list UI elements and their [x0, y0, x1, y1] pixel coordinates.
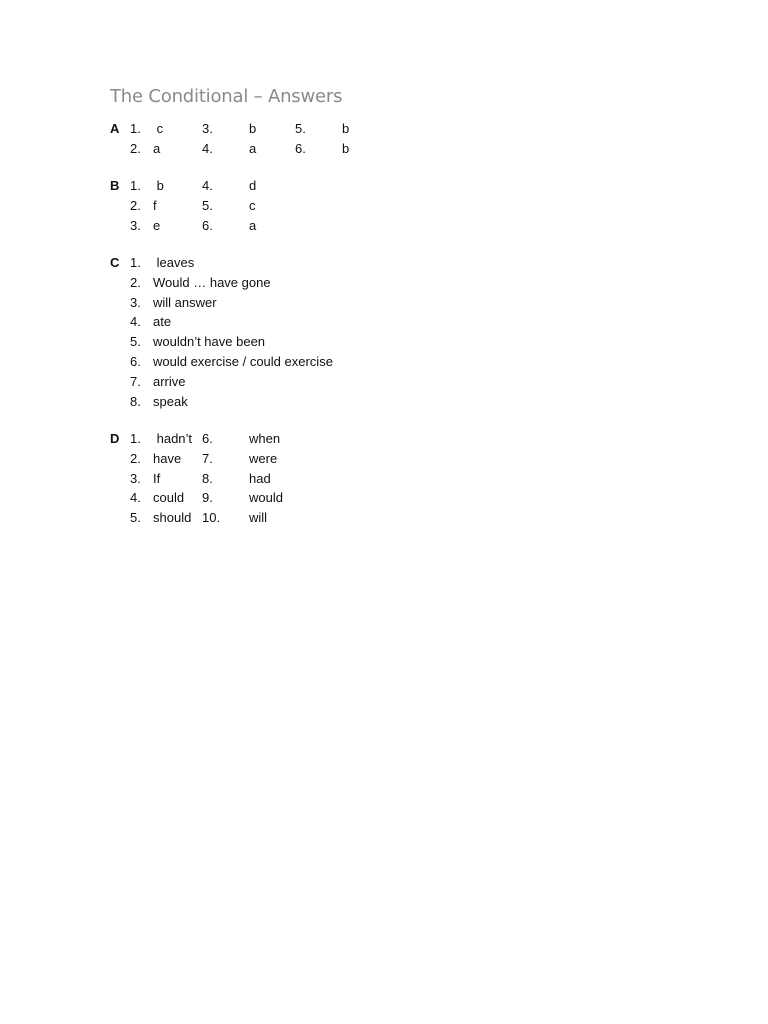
question-number: 1.: [130, 255, 141, 270]
question-number: 1.: [130, 431, 141, 446]
answer-text: b: [342, 121, 350, 136]
answer-text: b: [153, 178, 164, 193]
question-number: 7.: [202, 450, 213, 466]
question-number: 10.: [202, 510, 221, 526]
answer-text: b: [342, 140, 350, 156]
question-number: 3.: [130, 294, 141, 310]
question-number: 2.: [130, 197, 141, 213]
answer-text: hadn’t: [153, 431, 193, 446]
answer-text: f: [153, 197, 157, 213]
answer-text: a: [249, 217, 257, 233]
answer-text: ate: [153, 314, 172, 330]
answer-text: a: [153, 140, 161, 156]
answer-text: could: [153, 490, 185, 506]
answer-text: arrive: [153, 373, 186, 389]
answer-text: speak: [153, 393, 188, 409]
question-number: 1.: [130, 178, 141, 193]
question-number: 3.: [130, 470, 141, 486]
answer-text: should: [153, 510, 192, 526]
question-number: 3.: [202, 121, 213, 136]
answer-text: If: [153, 470, 161, 486]
section-a-label: A: [110, 121, 120, 136]
question-number: 6.: [130, 354, 141, 369]
answer-text: d: [249, 178, 257, 193]
question-number: 2.: [130, 450, 141, 466]
question-number: 5.: [202, 197, 213, 213]
answer-text: a: [249, 140, 257, 156]
section-c-label: C: [110, 255, 120, 270]
question-number: 2.: [130, 140, 141, 156]
answer-text: when: [249, 431, 281, 446]
question-number: 5.: [295, 121, 306, 136]
question-number: 7.: [130, 373, 141, 389]
question-number: 2.: [130, 274, 141, 290]
answer-text: were: [249, 450, 278, 466]
page-title: The Conditional – Answers: [110, 86, 343, 107]
section-d-label: D: [110, 431, 120, 446]
answer-text: will: [249, 510, 268, 526]
answer-text: will answer: [153, 294, 217, 310]
answer-text: leaves: [153, 255, 195, 270]
question-number: 4.: [130, 490, 141, 506]
question-number: 5.: [130, 510, 141, 526]
question-number: 4.: [202, 140, 213, 156]
question-number: 8.: [130, 393, 141, 409]
answer-text: would: [249, 490, 283, 506]
question-number: 4.: [130, 314, 141, 330]
question-number: 6.: [202, 431, 213, 446]
answer-text: e: [153, 217, 161, 233]
answer-text: c: [153, 121, 164, 136]
answer-text: had: [249, 470, 271, 486]
question-number: 9.: [202, 490, 213, 506]
question-number: 6.: [295, 140, 306, 156]
answer-text: Would … have gone: [153, 274, 271, 290]
question-number: 6.: [202, 217, 213, 233]
answer-text: b: [249, 121, 257, 136]
answer-text: wouldn’t have been: [153, 334, 266, 350]
question-number: 4.: [202, 178, 213, 193]
question-number: 8.: [202, 470, 213, 486]
answer-text: have: [153, 450, 182, 466]
question-number: 5.: [130, 334, 141, 350]
answer-text: would exercise / could exercise: [153, 354, 333, 369]
section-b-label: B: [110, 178, 120, 193]
question-number: 1.: [130, 121, 141, 136]
question-number: 3.: [130, 217, 141, 233]
answer-text: c: [249, 197, 256, 213]
